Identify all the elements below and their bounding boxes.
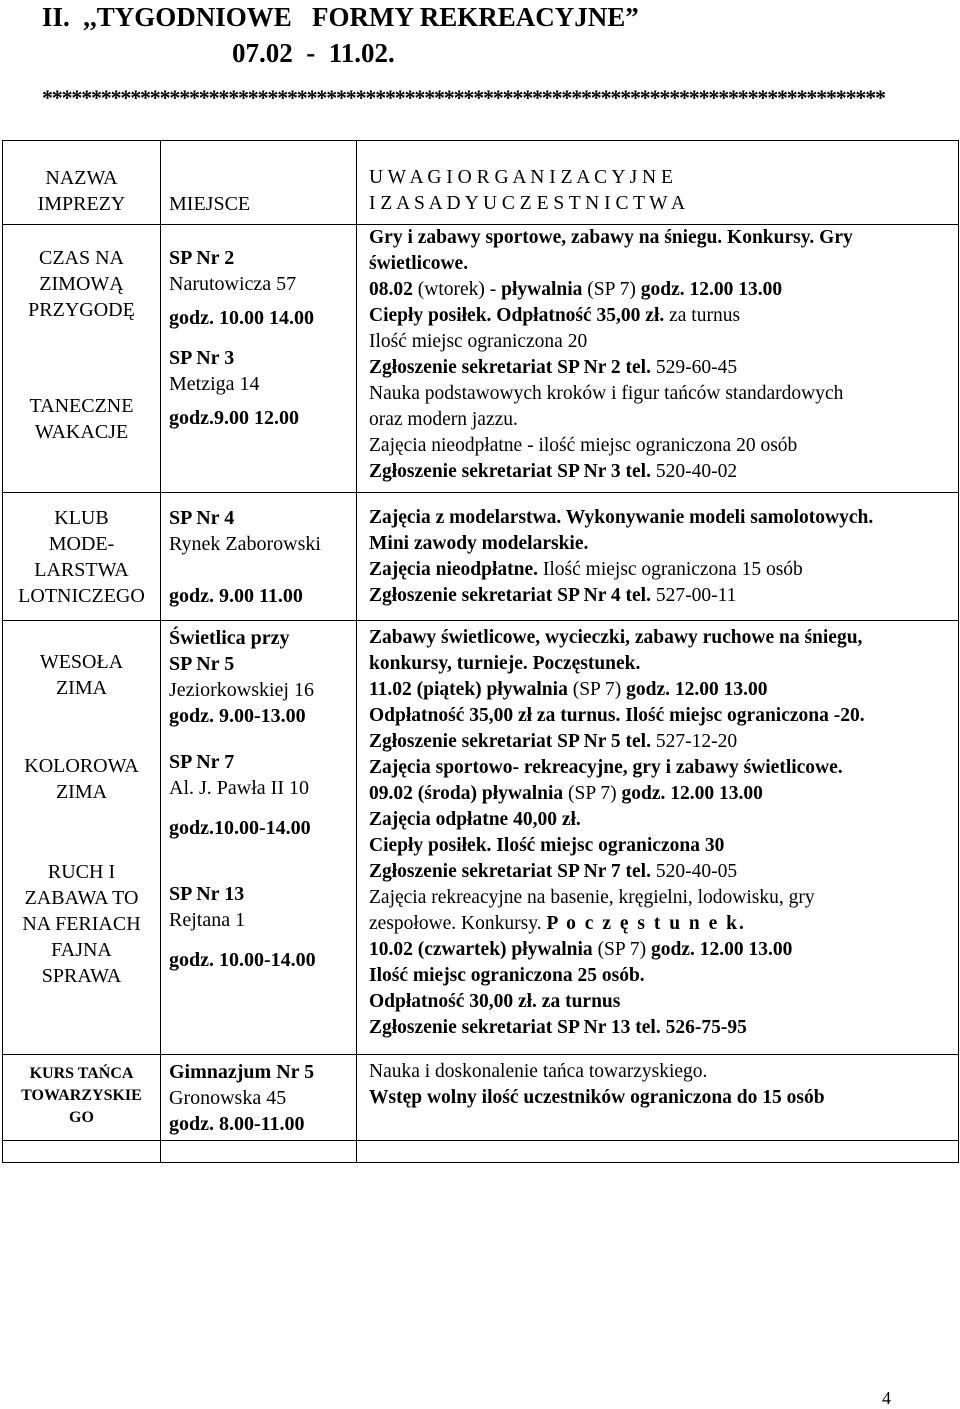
- place-school: SP Nr 3: [169, 347, 235, 369]
- note-line: Zgłoszenie sekretariat SP Nr 5 tel. 527-12-20: [369, 731, 738, 752]
- place-street: Narutowicza 57: [169, 273, 297, 295]
- page-title-line-1: II. ,,TYGODNIOWE FORMY REKREACYJNE”: [42, 2, 639, 32]
- header-cell-notes: [357, 141, 959, 225]
- table-row-empty: [3, 1141, 959, 1163]
- note-line: Zajęcia sportowo- rekreacyjne, gry i zabawy świetlicowe.: [369, 757, 843, 778]
- event-cell: [3, 493, 161, 621]
- place-school: SP Nr 13: [169, 883, 245, 905]
- note-line: 11.02 (piątek) pływalnia (SP 7) godz. 12.00 13.00: [369, 679, 768, 700]
- note-line: Zgłoszenie sekretariat SP Nr 3 tel. 520-40-02: [369, 461, 738, 482]
- note-line: 09.02 (środa) pływalnia (SP 7) godz. 12.00 13.00: [369, 783, 763, 804]
- event-name-line: NA FERIACH: [22, 913, 141, 935]
- note-line: świetlicowe.: [369, 253, 469, 274]
- note-line: Zajęcia z modelarstwa. Wykonywanie modeli samolotowych.: [369, 507, 874, 528]
- place-school: Świetlica przy: [169, 627, 290, 649]
- note-line: Odpłatność 30,00 zł. za turnus: [369, 991, 621, 1012]
- header-cell-place: [161, 141, 357, 225]
- event-name-line: MODE-: [48, 533, 115, 555]
- event-name-line: KURS TAŃCA: [29, 1065, 134, 1082]
- note-line: Zajęcia nieodpłatne - ilość miejsc ograniczona 20 osób: [369, 435, 798, 456]
- event-name-line: LARSTWA: [34, 559, 129, 581]
- note-line: Ciepły posiłek. Odpłatność 35,00 zł. za turnus: [369, 305, 741, 326]
- note-line: Odpłatność 35,00 zł za turnus. Ilość miejsc ograniczona -20.: [369, 705, 865, 726]
- event-name-line: LOTNICZEGO: [18, 585, 145, 607]
- event-name-line: PRZYGODĘ: [28, 299, 135, 321]
- empty-cell: [357, 1141, 959, 1163]
- place-street: Gronowska 45: [169, 1087, 287, 1109]
- event-cell: [3, 621, 161, 1055]
- place-time: godz.9.00 12.00: [169, 407, 299, 429]
- note-line: Zgłoszenie sekretariat SP Nr 4 tel. 527-00-11: [369, 585, 737, 606]
- note-line: konkursy, turnieje. Poczęstunek.: [369, 653, 641, 674]
- note-line: oraz modern jazzu.: [369, 409, 518, 430]
- header-event-line: NAZWA: [45, 167, 118, 189]
- event-name-line: KLUB: [54, 507, 109, 529]
- place-time: godz. 9.00-13.00: [169, 705, 306, 727]
- place-street: Al. J. Pawła II 10: [169, 777, 309, 799]
- table-row: [3, 1055, 959, 1141]
- place-street: Jeziorkowskiej 16: [169, 679, 314, 701]
- note-line: Wstęp wolny ilość uczestników ograniczona do 15 osób: [369, 1087, 825, 1108]
- place-school: SP Nr 7: [169, 751, 235, 773]
- place-time: godz. 10.00-14.00: [169, 949, 316, 971]
- notes-cell: [357, 621, 959, 1055]
- table-row: [3, 493, 959, 621]
- note-line: Gry i zabawy sportowe, zabawy na śniegu. Konkursy. Gry: [369, 227, 853, 248]
- notes-cell: [357, 493, 959, 621]
- empty-cell: [161, 1141, 357, 1163]
- event-name-line: ZABAWA TO: [24, 887, 139, 909]
- event-name-line: CZAS NA: [38, 247, 124, 269]
- place-time: godz. 10.00 14.00: [169, 307, 314, 329]
- event-name-line: GO: [69, 1109, 94, 1126]
- note-line: Nauka i doskonalenie tańca towarzyskiego.: [369, 1061, 708, 1082]
- place-street: Rejtana 1: [169, 909, 246, 931]
- event-name-line: RUCH I: [47, 861, 116, 883]
- note-line: Mini zawody modelarskie.: [369, 533, 589, 554]
- note-line: Ciepły posiłek. Ilość miejsc ograniczona 30: [369, 835, 725, 856]
- event-name-line: ZIMOWĄ: [39, 273, 124, 295]
- table-row: [3, 225, 959, 493]
- event-name-line: KOLOROWA: [24, 755, 139, 777]
- page-title-line-2: 07.02 - 11.02.: [232, 38, 395, 68]
- event-cell: [3, 1055, 161, 1141]
- place-school: SP Nr 4: [169, 507, 235, 529]
- event-name-line: ZIMA: [55, 677, 108, 699]
- event-name-line: SPRAWA: [41, 965, 122, 987]
- note-line: Zajęcia nieodpłatne. Ilość miejsc ograniczona 15 osób: [369, 559, 803, 580]
- note-line: zespołowe. Konkursy. P o c z ę s t u n e k.: [369, 913, 746, 934]
- event-name-line: WAKACJE: [34, 421, 129, 443]
- notes-cell: [357, 225, 959, 493]
- schedule-table: [2, 140, 959, 1163]
- note-line: Zgłoszenie sekretariat SP Nr 13 tel. 526-75-95: [369, 1017, 747, 1038]
- table-header-row: [3, 141, 959, 225]
- note-line: 08.02 (wtorek) - pływalnia (SP 7) godz. 12.00 13.00: [369, 279, 783, 300]
- place-time: godz. 9.00 11.00: [169, 585, 303, 607]
- header-place-label: MIEJSCE: [169, 193, 251, 215]
- header-notes-line: U W A G I O R G A N I Z A C Y J N E: [369, 167, 673, 188]
- place-cell: [161, 1055, 357, 1141]
- empty-cell: [3, 1141, 161, 1163]
- place-school: SP Nr 2: [169, 247, 235, 269]
- note-line: Zgłoszenie sekretariat SP Nr 7 tel. 520-40-05: [369, 861, 738, 882]
- note-line: Zajęcia odpłatne 40,00 zł.: [369, 809, 581, 830]
- event-name-line: TANECZNE: [29, 395, 134, 417]
- event-name-line: ZIMA: [55, 781, 108, 803]
- place-time: godz. 8.00-11.00: [169, 1113, 305, 1135]
- place-school: Gimnazjum Nr 5: [169, 1061, 315, 1083]
- table-row: [3, 621, 959, 1055]
- place-cell: [161, 225, 357, 493]
- header-cell-event: [3, 141, 161, 225]
- note-line: Ilość miejsc ograniczona 25 osób.: [369, 965, 645, 986]
- place-time: godz.10.00-14.00: [169, 817, 311, 839]
- place-street: Rynek Zaborowski: [169, 533, 321, 555]
- header-event-line: IMPREZY: [37, 193, 126, 215]
- note-line: Zajęcia rekreacyjne na basenie, kręgielni, lodowisku, gry: [369, 887, 815, 908]
- note-line: Zgłoszenie sekretariat SP Nr 2 tel. 529-60-45: [369, 357, 738, 378]
- notes-cell: [357, 1055, 959, 1141]
- event-cell: [3, 225, 161, 493]
- event-name-line: WESOŁA: [39, 651, 124, 673]
- place-school: SP Nr 5: [169, 653, 235, 675]
- place-cell: [161, 493, 357, 621]
- event-name-line: FAJNA: [51, 939, 112, 961]
- note-line: 10.02 (czwartek) pływalnia (SP 7) godz. 12.00 13.00: [369, 939, 793, 960]
- place-cell: [161, 621, 357, 1055]
- header-notes-line: I Z A S A D Y U C Z E S T N I C T W A: [369, 193, 686, 214]
- note-line: Zabawy świetlicowe, wycieczki, zabawy ruchowe na śniegu,: [369, 627, 863, 648]
- note-line: Ilość miejsc ograniczona 20: [369, 331, 588, 352]
- event-name-line: TOWARZYSKIE: [21, 1087, 142, 1104]
- star-separator: **************************************************************************************: [42, 86, 885, 110]
- page-number: 4: [882, 1388, 891, 1408]
- note-line: Nauka podstawowych kroków i figur tańców standardowych: [369, 383, 844, 404]
- place-street: Metziga 14: [169, 373, 260, 395]
